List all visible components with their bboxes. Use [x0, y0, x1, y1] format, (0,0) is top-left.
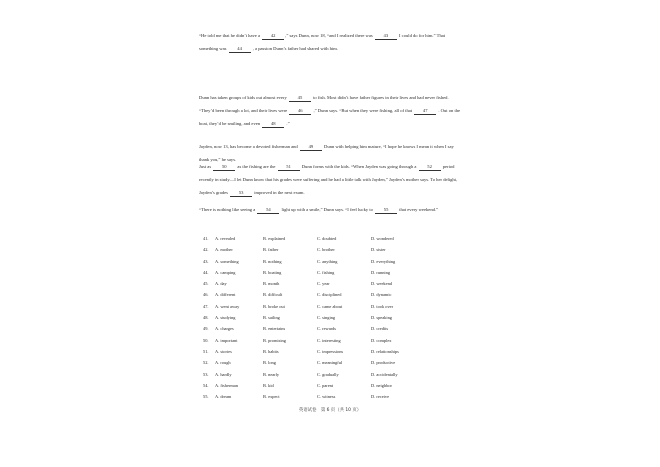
- blank-number: 53: [230, 190, 252, 197]
- option-c: C. year: [317, 281, 330, 287]
- passage-text: .”: [285, 121, 290, 126]
- question-list: [203, 233, 463, 402]
- question-number: 52.: [203, 360, 209, 366]
- passage-text: “There is nothing like seeing a: [199, 207, 257, 212]
- blank-number: 47: [414, 108, 436, 115]
- option-b: B. promising: [263, 337, 286, 343]
- question-number: 41.: [203, 236, 209, 241]
- passage-text: to fish. Most didn’t have father figures in their lives and had never fished. “They’d been through a lot, and their lives were: [199, 95, 449, 113]
- option-c: C. came about: [317, 303, 343, 309]
- passage-text: Dunn with helping him mature, “I hope he knows I mean it when I say thank you,” he says.: [199, 144, 454, 162]
- option-a: A. stories: [215, 348, 232, 354]
- option-c: C. witness: [317, 394, 336, 400]
- passage-text: improved in the next exam.: [253, 190, 305, 195]
- option-a: A. something: [215, 258, 239, 264]
- blank-number: 54: [257, 207, 279, 214]
- option-d: D. speaking: [371, 315, 392, 321]
- question-row: [203, 289, 463, 300]
- question-number: 42.: [203, 247, 209, 253]
- question-row: [203, 312, 463, 323]
- blank-number: 52: [419, 164, 441, 171]
- question-number: 49.: [203, 326, 209, 332]
- option-d: D. complex: [371, 337, 392, 343]
- question-row: [203, 369, 463, 380]
- option-a: A. important: [215, 337, 238, 343]
- option-b: B. sailing: [263, 315, 280, 321]
- question-number: 48.: [203, 315, 209, 321]
- passage-text: ,” Dunn says. “But when they were fishing, all of that: [312, 108, 414, 113]
- option-d: D. wondered: [371, 236, 394, 241]
- option-d: D. neighbor: [371, 382, 392, 388]
- option-a: A. rough: [215, 360, 231, 366]
- option-d: D. everything: [371, 258, 396, 264]
- option-b: B. nothing: [263, 258, 282, 264]
- passage-text: Dunn forms with the kids. “When Jayden was going through a: [300, 164, 418, 169]
- page-footer: 英语试卷 第 6 页（共 10 页）: [298, 408, 362, 413]
- option-b: B. nearly: [263, 371, 280, 377]
- option-d: D. dynamic: [371, 292, 392, 298]
- option-d: D. weekend: [371, 281, 392, 287]
- question-row: [203, 267, 463, 278]
- option-d: D. productive: [371, 360, 396, 366]
- passage-text: light up with a smile,” Dunn says. “I feel lucky to: [280, 207, 375, 212]
- option-c: C. parent: [317, 382, 334, 388]
- option-c: C. disciplined: [317, 292, 342, 298]
- option-c: C. gradually: [317, 371, 339, 377]
- question-row: [203, 335, 463, 346]
- passage-text: Just as: [199, 164, 213, 169]
- option-c: C. impressions: [317, 348, 344, 354]
- option-b: B. difficult: [263, 292, 283, 298]
- option-b: B. boating: [263, 269, 282, 275]
- blank-number: 48: [262, 121, 284, 128]
- passage-paragraph: [199, 160, 461, 199]
- passage-text: as the fishing are the: [236, 164, 277, 169]
- question-row: [203, 244, 463, 255]
- passage-text: Dunn has taken groups of kids out almost every: [199, 95, 288, 100]
- question-number: 53.: [203, 371, 209, 377]
- question-row: [203, 346, 463, 357]
- option-c: C. singing: [317, 315, 336, 321]
- passage-paragraph: [199, 29, 461, 55]
- question-row: [203, 380, 463, 391]
- option-a: A. mother: [215, 247, 233, 253]
- option-c: C. fishing: [317, 269, 335, 275]
- question-row: [203, 278, 463, 289]
- blank-number: 55: [375, 207, 397, 214]
- option-c: C. brother: [317, 247, 335, 253]
- question-number: 44.: [203, 269, 209, 275]
- option-c: C. rewards: [317, 326, 337, 332]
- question-number: 45.: [203, 281, 209, 287]
- option-a: A. studying: [215, 315, 236, 321]
- option-d: D. relationships: [371, 348, 399, 354]
- blank-number: 51: [278, 164, 300, 171]
- option-c: C. anything: [317, 258, 338, 264]
- blank-number: 49: [300, 144, 322, 151]
- passage-text: I could do for him.” That something was: [199, 33, 446, 51]
- option-b: B. entertains: [263, 326, 286, 332]
- blank-number: 44: [229, 46, 251, 53]
- question-row: [203, 391, 463, 402]
- question-row: [203, 256, 463, 267]
- passage-text: Jayden, now 13, has become a devoted fisherman and: [199, 144, 299, 149]
- question-number: 47.: [203, 303, 209, 309]
- question-row: [203, 301, 463, 312]
- option-a: A. revealed: [215, 236, 236, 241]
- passage-text: ,” says Dunn, now 18, “and I realized there was: [285, 33, 374, 38]
- option-d: D. sister: [371, 247, 386, 253]
- option-a: A. hardly: [215, 371, 232, 377]
- blank-number: 46: [289, 108, 311, 115]
- passage-text: “He told me that he didn’t have a: [199, 33, 262, 38]
- question-number: 51.: [203, 348, 209, 354]
- option-b: B. father: [263, 247, 279, 253]
- option-a: A. charges: [215, 326, 234, 332]
- option-c: C. interesting: [317, 337, 341, 343]
- option-c: C. doubted: [317, 236, 337, 241]
- option-d: D. credits: [371, 326, 389, 332]
- option-d: D. accidentally: [371, 371, 398, 377]
- option-b: B. month: [263, 281, 280, 287]
- question-row: [203, 323, 463, 334]
- blank-number: 43: [375, 33, 397, 40]
- question-number: 54.: [203, 382, 209, 388]
- option-a: A. fisherman: [215, 382, 238, 388]
- passage-paragraph: [199, 91, 461, 130]
- passage-text: period recently in study—I let Dunn know that his grades were suffering and he had a little talk with Jayden,” Jayden’s mother says. To her delight, Jayden’s grades: [199, 164, 458, 195]
- passage-text: that every weekend.”: [398, 207, 439, 212]
- option-b: B. expect: [263, 394, 280, 400]
- option-d: D. receive: [371, 394, 390, 400]
- passage-text: . Out on the boat, they’d be smiling, and even: [199, 108, 461, 126]
- option-b: B. kid: [263, 382, 274, 388]
- passage-paragraph: [199, 203, 461, 216]
- blank-number: 42: [262, 33, 284, 40]
- blank-number: 45: [289, 95, 311, 102]
- blank-number: 50: [213, 164, 235, 171]
- option-a: A. went away: [215, 303, 240, 309]
- option-a: A. dream: [215, 394, 232, 400]
- question-number: 50.: [203, 337, 209, 343]
- option-b: B. broke out: [263, 303, 285, 309]
- question-number: 55.: [203, 394, 209, 400]
- option-a: A. day: [215, 281, 227, 287]
- question-row: [203, 357, 463, 368]
- option-b: B. habits: [263, 348, 279, 354]
- option-b: B. long: [263, 360, 276, 366]
- option-d: D. took over: [371, 303, 394, 309]
- passage-text: , a passion Dunn’s father had shared with him.: [251, 46, 338, 51]
- question-row: [203, 233, 463, 244]
- option-b: B. explained: [263, 236, 286, 241]
- question-number: 43.: [203, 258, 209, 264]
- option-a: A. different: [215, 292, 236, 298]
- question-number: 46.: [203, 292, 209, 298]
- option-a: A. camping: [215, 269, 236, 275]
- option-c: C. meaningful: [317, 360, 343, 366]
- option-d: D. running: [371, 269, 391, 275]
